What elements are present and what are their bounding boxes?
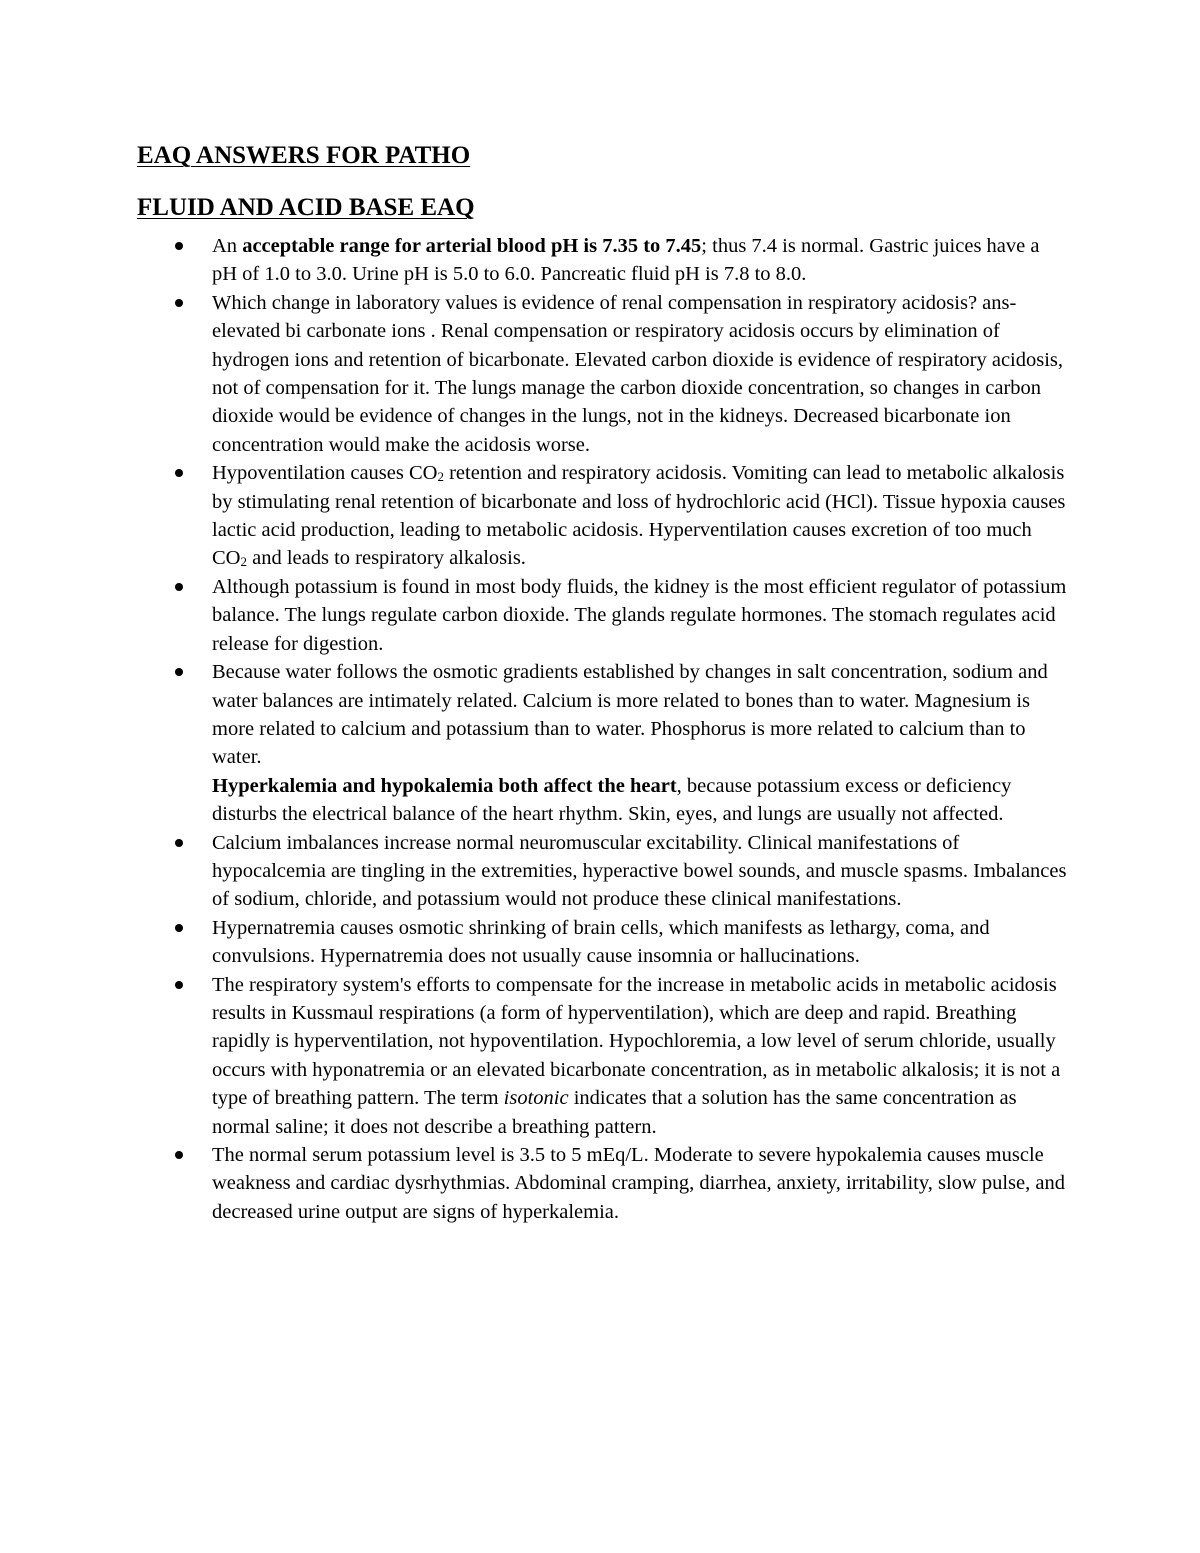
list-item: The normal serum potassium level is 3.5 to 5 mEq/L. Moderate to severe hypokalemia causes muscle weakness and cardiac dysrhythmias. Abdominal cramping, diarrhea, anxiety, irritability, slow pulse, and decreased urine output are signs of hyperkalemia. [137, 1141, 1067, 1226]
document-page [137, 138, 1067, 1226]
list-item: Which change in laboratory values is evidence of renal compensation in respiratory acidosis? ans- elevated bi carbonate ions . Renal compensation or respiratory acidosis occurs by elimination of hydrogen ions and retention of bicarbonate. Elevated carbon dioxide is evidence of respiratory acidosis, not of compensation for it. The lungs manage the carbon dioxide concentration, so changes in carbon dioxide would be evidence of changes in the lungs, not in the kidneys. Decreased bicarbonate ion concentration would make the acidosis worse. [137, 289, 1067, 459]
document-title: EAQ ANSWERS FOR PATHO [137, 142, 471, 169]
bullet-icon [175, 1151, 183, 1159]
bullet-icon [175, 668, 183, 676]
list-item: Although potassium is found in most body fluids, the kidney is the most efficient regulator of potassium balance. The lungs regulate carbon dioxide. The glands regulate hormones. The stomach regulates acid release for digestion. [137, 573, 1067, 658]
list-item: Calcium imbalances increase normal neuromuscular excitability. Clinical manifestations of hypocalcemia are tingling in the extremities, hyperactive bowel sounds, and muscle spasms. Imbalances of sodium, chloride, and potassium would not produce these clinical manifestations. [137, 829, 1067, 914]
answer-list [137, 232, 1067, 1226]
bullet-icon [175, 469, 183, 477]
bullet-icon [175, 242, 183, 250]
bullet-icon [175, 583, 183, 591]
bullet-icon [175, 924, 183, 932]
list-item: Hypoventilation causes $CO_2$ retention and respiratory acidosis. Vomiting can lead to metabolic alkalosis by stimulating renal retention of bicarbonate and loss of hydrochloric acid (HCl). Tissue hypoxia causes lactic acid production, leading to metabolic acidosis. Hyperventilation causes excretion of too much $CO_2$ and leads to respiratory alkalosis. [137, 459, 1067, 573]
list-item: Hypernatremia causes osmotic shrinking of brain cells, which manifests as lethargy, coma, and convulsions. Hypernatremia does not usually cause insomnia or hallucinations. [137, 914, 1067, 971]
bullet-icon [175, 839, 183, 847]
list-item: An acceptable range for arterial blood pH is 7.35 to 7.45; thus 7.4 is normal. Gastric juices have a pH of 1.0 to 3.0. Urine pH is 5.0 to 6.0. Pancreatic fluid pH is 7.8 to 8.0. [137, 232, 1067, 289]
bullet-icon [175, 981, 183, 989]
bullet-icon [175, 299, 183, 307]
section-heading: FLUID AND ACID BASE EAQ [137, 194, 475, 221]
list-item-continuation: Hyperkalemia and hypokalemia both affect the heart, because potassium excess or deficiency disturbs the electrical balance of the heart rhythm. Skin, eyes, and lungs are usually not affected. [212, 774, 1012, 826]
list-item: The respiratory system's efforts to compensate for the increase in metabolic acids in metabolic acidosis results in Kussmaul respirations (a form of hyperventilation), which are deep and rapid. Breathing rapidly is hyperventilation, not hypoventilation. Hypochloremia, a low level of serum chloride, usually occurs with hyponatremia or an elevated bicarbonate concentration, as in metabolic alkalosis; it is not a type of breathing pattern. The term isotonic indicates that a solution has the same concentration as normal saline; it does not describe a breathing pattern. [137, 971, 1067, 1141]
list-item: Because water follows the osmotic gradients established by changes in salt concentration, sodium and water balances are intimately related. Calcium is more related to bones than to water. Magnesium is more related to calcium and potassium than to water. Phosphorus is more related to calcium than to water. Hyperkalemia and hypokalemia both affect the heart, because potassium excess or deficiency disturbs the electrical balance of the heart rhythm. Skin, eyes, and lungs are usually not affected. [137, 658, 1067, 828]
